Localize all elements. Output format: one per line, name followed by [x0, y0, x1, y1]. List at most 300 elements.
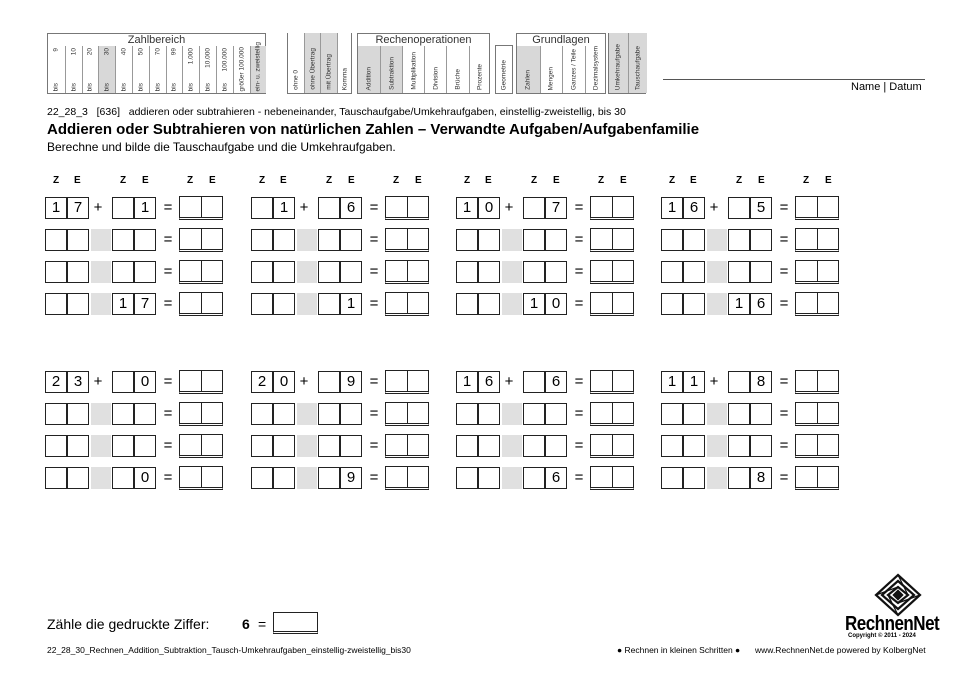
- digit-box[interactable]: [456, 261, 478, 283]
- digit-box[interactable]: [112, 229, 134, 251]
- digit-box[interactable]: [112, 403, 134, 425]
- digit-box[interactable]: [478, 403, 500, 425]
- operator-slot[interactable]: [91, 467, 111, 489]
- operator-sign: +: [504, 373, 514, 390]
- equals-sign: =: [369, 469, 379, 486]
- range-prefix: größer 100.000: [238, 46, 246, 91]
- operator-sign: +: [504, 199, 514, 216]
- digit-box[interactable]: [45, 293, 67, 315]
- equals-sign: =: [163, 231, 173, 248]
- digit-box[interactable]: 9: [340, 371, 362, 393]
- digit-box[interactable]: 2: [251, 371, 273, 393]
- tens-header: Z: [120, 175, 127, 186]
- ones-header: E: [485, 175, 492, 186]
- digit-box[interactable]: [478, 229, 500, 251]
- digit-box[interactable]: [67, 435, 89, 457]
- tens-header: Z: [464, 175, 471, 186]
- digit-box[interactable]: [67, 403, 89, 425]
- zahlbereich-title: Zahlbereich: [127, 34, 186, 46]
- digit-box[interactable]: [661, 467, 683, 489]
- digit-box[interactable]: 7: [545, 197, 567, 219]
- result-box[interactable]: [179, 466, 223, 490]
- digit-box[interactable]: 1: [728, 293, 750, 315]
- digit-box[interactable]: 6: [750, 293, 772, 315]
- uebertrag-col: [320, 33, 336, 93]
- range-value: 20: [86, 48, 94, 56]
- digit-box[interactable]: [112, 197, 134, 219]
- digit-box[interactable]: [545, 229, 567, 251]
- operator-slot[interactable]: [297, 403, 317, 425]
- equals-sign: =: [369, 263, 379, 280]
- operator-slot[interactable]: [297, 229, 317, 251]
- equals-sign: =: [369, 373, 379, 390]
- grundlagen-col: [585, 46, 608, 93]
- digit-box[interactable]: [273, 261, 295, 283]
- digit-box[interactable]: [251, 435, 273, 457]
- rechenoperationen-col: [402, 46, 424, 93]
- digit-box[interactable]: [67, 467, 89, 489]
- name-date-line: [663, 79, 925, 80]
- name-date-label: Name | Datum: [851, 81, 922, 93]
- digit-box[interactable]: 8: [750, 371, 772, 393]
- result-box[interactable]: [590, 402, 634, 426]
- tens-header: Z: [53, 175, 60, 186]
- digit-box[interactable]: [661, 261, 683, 283]
- digit-box[interactable]: [728, 371, 750, 393]
- operator-slot[interactable]: [91, 293, 111, 315]
- logo-wordmark: RechnenNet: [845, 612, 940, 635]
- digit-box[interactable]: 1: [683, 371, 705, 393]
- result-box[interactable]: [795, 402, 839, 426]
- geometrie-group: [495, 45, 513, 94]
- digit-box[interactable]: [750, 435, 772, 457]
- digit-box[interactable]: [134, 261, 156, 283]
- digit-box[interactable]: [251, 261, 273, 283]
- tens-header: Z: [326, 175, 333, 186]
- equals-sign: =: [779, 469, 789, 486]
- digit-box[interactable]: [523, 371, 545, 393]
- range-prefix: bis: [52, 82, 60, 91]
- result-box[interactable]: [385, 260, 429, 284]
- page-title: Addieren oder Subtrahieren von natürlichen Zahlen – Verwandte Aufgaben/Aufgabenfamilie: [47, 121, 700, 138]
- count-digit: 6: [242, 616, 250, 632]
- digit-box[interactable]: [67, 229, 89, 251]
- equals-sign: =: [574, 469, 584, 486]
- result-box[interactable]: [385, 292, 429, 316]
- range-prefix: bis: [103, 82, 111, 91]
- digit-box[interactable]: [251, 403, 273, 425]
- equals-sign: =: [369, 295, 379, 312]
- digit-box[interactable]: [251, 467, 273, 489]
- digit-box[interactable]: [683, 467, 705, 489]
- digit-box[interactable]: 5: [750, 197, 772, 219]
- spiral-logo-icon: [873, 573, 923, 617]
- digit-box[interactable]: 1: [273, 197, 295, 219]
- operator-slot[interactable]: [297, 261, 317, 283]
- rechenoperationen-col: [358, 46, 380, 93]
- digit-box[interactable]: [112, 261, 134, 283]
- rechenoperationen-title: Rechenoperationen: [375, 34, 472, 46]
- grundlagen-col: [517, 46, 540, 93]
- rechenoperationen-col: [446, 46, 468, 93]
- range-prefix: bis: [120, 82, 128, 91]
- digit-box[interactable]: [750, 403, 772, 425]
- digit-box[interactable]: [728, 197, 750, 219]
- tens-header: Z: [669, 175, 676, 186]
- digit-box[interactable]: [273, 293, 295, 315]
- range-prefix: bis: [170, 82, 178, 91]
- operator-slot[interactable]: [297, 293, 317, 315]
- digit-box[interactable]: [318, 403, 340, 425]
- operator-slot[interactable]: [707, 435, 727, 457]
- digit-box[interactable]: 3: [67, 371, 89, 393]
- extra-group: [608, 33, 646, 94]
- range-prefix: bis: [137, 82, 145, 91]
- digit-box[interactable]: [478, 435, 500, 457]
- extra-col: [628, 33, 647, 93]
- range-value: 100.000: [221, 48, 229, 72]
- equals-sign: =: [163, 295, 173, 312]
- category-label: Mengen: [547, 66, 555, 90]
- digit-box[interactable]: [523, 467, 545, 489]
- equals-sign: =: [574, 295, 584, 312]
- result-box[interactable]: [795, 370, 839, 394]
- rechenoperationen-group: [357, 33, 490, 94]
- result-box[interactable]: [795, 196, 839, 220]
- operator-slot[interactable]: [502, 435, 522, 457]
- result-box[interactable]: [590, 370, 634, 394]
- uebertrag-col: [304, 33, 320, 93]
- digit-box[interactable]: [456, 229, 478, 251]
- digit-box[interactable]: [661, 293, 683, 315]
- grundlagen-group: [516, 33, 606, 94]
- zahlbereich-col: [199, 46, 216, 93]
- range-value: 1.000: [187, 48, 195, 65]
- operator-slot[interactable]: [707, 229, 727, 251]
- zahlbereich-col: [132, 46, 149, 93]
- digit-box[interactable]: 1: [661, 371, 683, 393]
- category-label: Ganzes / Teile: [570, 48, 578, 90]
- operator-sign: +: [93, 373, 103, 390]
- digit-box[interactable]: 1: [661, 197, 683, 219]
- operator-slot[interactable]: [502, 403, 522, 425]
- equals-sign: =: [779, 373, 789, 390]
- result-box[interactable]: [179, 434, 223, 458]
- uebertrag-col: [288, 33, 304, 93]
- digit-box[interactable]: [45, 261, 67, 283]
- digit-box[interactable]: [523, 229, 545, 251]
- equals-sign: =: [779, 231, 789, 248]
- digit-box[interactable]: 1: [112, 293, 134, 315]
- digit-box[interactable]: [661, 435, 683, 457]
- category-label: Division: [432, 67, 440, 90]
- operator-slot[interactable]: [502, 229, 522, 251]
- zahlbereich-col: [216, 46, 233, 93]
- result-box[interactable]: [385, 402, 429, 426]
- result-box[interactable]: [590, 466, 634, 490]
- result-box[interactable]: [385, 370, 429, 394]
- digit-box[interactable]: 0: [134, 467, 156, 489]
- range-prefix: bis: [187, 82, 195, 91]
- digit-box[interactable]: [456, 293, 478, 315]
- digit-box[interactable]: 6: [545, 467, 567, 489]
- digit-box[interactable]: [340, 229, 362, 251]
- digit-box[interactable]: 7: [134, 293, 156, 315]
- digit-box[interactable]: [523, 435, 545, 457]
- digit-box[interactable]: [45, 435, 67, 457]
- digit-box[interactable]: [134, 403, 156, 425]
- digit-box[interactable]: [134, 435, 156, 457]
- digit-box[interactable]: 0: [545, 293, 567, 315]
- equals-sign: =: [574, 263, 584, 280]
- digit-box[interactable]: [683, 403, 705, 425]
- uebertrag-group: [287, 33, 352, 94]
- grundlagen-col: [540, 46, 563, 93]
- digit-box[interactable]: [318, 435, 340, 457]
- ones-header: E: [825, 175, 832, 186]
- worksheet-meta: 22_28_3 [636] addieren oder subtrahieren - nebeneinander, Tauschaufgabe/Umkehraufgaben, einstellig-zweistellig, bis 30: [47, 106, 626, 118]
- digit-box[interactable]: [273, 467, 295, 489]
- category-label: Multiplikation: [410, 52, 418, 90]
- tens-header: Z: [598, 175, 605, 186]
- operator-sign: +: [299, 199, 309, 216]
- zahlbereich-col: [48, 46, 65, 93]
- digit-box[interactable]: [318, 229, 340, 251]
- digit-box[interactable]: [67, 293, 89, 315]
- ones-header: E: [690, 175, 697, 186]
- digit-box[interactable]: [273, 435, 295, 457]
- result-box[interactable]: [795, 260, 839, 284]
- operator-slot[interactable]: [91, 229, 111, 251]
- result-box[interactable]: [590, 292, 634, 316]
- zahlbereich-col: [115, 46, 132, 93]
- operator-slot[interactable]: [297, 435, 317, 457]
- rechenoperationen-col: [469, 46, 491, 93]
- digit-box[interactable]: [112, 371, 134, 393]
- range-prefix: ein- u. zweistellig: [254, 41, 262, 91]
- digit-box[interactable]: [67, 261, 89, 283]
- result-box[interactable]: [385, 228, 429, 252]
- footer-website: www.RechnenNet.de powered by KolbergNet: [755, 645, 926, 655]
- result-box[interactable]: [590, 260, 634, 284]
- digit-box[interactable]: [478, 261, 500, 283]
- digit-box[interactable]: [456, 435, 478, 457]
- digit-box[interactable]: [478, 467, 500, 489]
- equals-sign: =: [163, 373, 173, 390]
- zahlbereich-col: [149, 46, 166, 93]
- footer-slogan: ● Rechnen in kleinen Schritten ●: [617, 645, 741, 655]
- result-box[interactable]: [179, 196, 223, 220]
- equals-sign: =: [163, 469, 173, 486]
- equals-sign: =: [574, 405, 584, 422]
- tens-header: Z: [736, 175, 743, 186]
- digit-box[interactable]: [251, 197, 273, 219]
- result-box[interactable]: [590, 228, 634, 252]
- digit-box[interactable]: 1: [456, 371, 478, 393]
- digit-box[interactable]: [318, 197, 340, 219]
- digit-box[interactable]: 1: [523, 293, 545, 315]
- result-box[interactable]: [179, 402, 223, 426]
- digit-box[interactable]: [45, 467, 67, 489]
- equals-sign: =: [779, 263, 789, 280]
- zahlbereich-col: [182, 46, 199, 93]
- digit-box[interactable]: [728, 261, 750, 283]
- equals-sign: =: [779, 295, 789, 312]
- range-prefix: bis: [70, 82, 78, 91]
- equals-sign: =: [574, 373, 584, 390]
- digit-box[interactable]: [750, 229, 772, 251]
- digit-box[interactable]: [661, 403, 683, 425]
- category-label: ohne Übertrag: [309, 48, 317, 90]
- digit-box[interactable]: [456, 467, 478, 489]
- range-value: 10.000: [204, 48, 212, 68]
- digit-box[interactable]: 2: [45, 371, 67, 393]
- result-box[interactable]: [590, 196, 634, 220]
- result-box[interactable]: [795, 228, 839, 252]
- operator-slot[interactable]: [297, 467, 317, 489]
- digit-box[interactable]: [251, 229, 273, 251]
- equals-sign: =: [369, 199, 379, 216]
- digit-box[interactable]: 8: [750, 467, 772, 489]
- digit-box[interactable]: [340, 261, 362, 283]
- digit-box[interactable]: [112, 467, 134, 489]
- category-label: Umkehraufgabe: [614, 43, 622, 90]
- digit-box[interactable]: 6: [545, 371, 567, 393]
- digit-box[interactable]: 1: [45, 197, 67, 219]
- operator-slot[interactable]: [707, 403, 727, 425]
- digit-box[interactable]: 6: [683, 197, 705, 219]
- digit-box[interactable]: [545, 261, 567, 283]
- digit-box[interactable]: 0: [134, 371, 156, 393]
- result-box[interactable]: [385, 196, 429, 220]
- digit-box[interactable]: [45, 403, 67, 425]
- digit-box[interactable]: [545, 403, 567, 425]
- digit-box[interactable]: [318, 371, 340, 393]
- operator-slot[interactable]: [91, 403, 111, 425]
- result-box[interactable]: [179, 260, 223, 284]
- digit-box[interactable]: [728, 467, 750, 489]
- digit-box[interactable]: [318, 293, 340, 315]
- equals-sign: =: [163, 437, 173, 454]
- zahlbereich-col: [98, 46, 115, 93]
- operator-slot[interactable]: [707, 467, 727, 489]
- result-box[interactable]: [795, 434, 839, 458]
- category-label: ohne 0: [292, 70, 300, 90]
- result-box[interactable]: [795, 292, 839, 316]
- result-box[interactable]: [590, 434, 634, 458]
- count-answer-box[interactable]: [273, 612, 318, 634]
- digit-box[interactable]: [318, 261, 340, 283]
- digit-box[interactable]: 1: [340, 293, 362, 315]
- digit-box[interactable]: 7: [67, 197, 89, 219]
- digit-box[interactable]: [523, 403, 545, 425]
- uebertrag-col: [337, 33, 353, 93]
- digit-box[interactable]: [683, 229, 705, 251]
- digit-box[interactable]: [318, 467, 340, 489]
- operator-slot[interactable]: [502, 293, 522, 315]
- equals-sign: =: [574, 199, 584, 216]
- equals-sign: =: [163, 405, 173, 422]
- digit-box[interactable]: [273, 229, 295, 251]
- logo-copyright: Copyright © 2011 - 2024: [848, 633, 916, 639]
- operator-slot[interactable]: [707, 293, 727, 315]
- digit-box[interactable]: [661, 229, 683, 251]
- digit-box[interactable]: 0: [478, 197, 500, 219]
- digit-box[interactable]: [523, 197, 545, 219]
- digit-box[interactable]: 1: [134, 197, 156, 219]
- result-box[interactable]: [385, 434, 429, 458]
- operator-slot[interactable]: [91, 435, 111, 457]
- digit-box[interactable]: [273, 403, 295, 425]
- digit-box[interactable]: [251, 293, 273, 315]
- digit-box[interactable]: [728, 229, 750, 251]
- equals-sign: =: [779, 199, 789, 216]
- digit-box[interactable]: [340, 403, 362, 425]
- zahlbereich-col: [166, 46, 183, 93]
- digit-box[interactable]: 6: [340, 197, 362, 219]
- instruction-text: Berechne und bilde die Tauschaufgabe und die Umkehraufgaben.: [47, 140, 396, 154]
- result-box[interactable]: [385, 466, 429, 490]
- digit-box[interactable]: [45, 229, 67, 251]
- digit-box[interactable]: [683, 435, 705, 457]
- digit-box[interactable]: [523, 261, 545, 283]
- category-label: Geometrie: [500, 59, 508, 90]
- operator-sign: +: [709, 199, 719, 216]
- count-equals: =: [258, 616, 267, 632]
- digit-box[interactable]: [134, 229, 156, 251]
- operator-slot[interactable]: [707, 261, 727, 283]
- result-box[interactable]: [795, 466, 839, 490]
- category-label: Dezimalsystem: [592, 45, 600, 90]
- grundlagen-col: [562, 46, 585, 93]
- digit-box[interactable]: [478, 293, 500, 315]
- digit-box[interactable]: 0: [273, 371, 295, 393]
- digit-box[interactable]: [728, 403, 750, 425]
- ones-header: E: [758, 175, 765, 186]
- digit-box[interactable]: [728, 435, 750, 457]
- equals-sign: =: [574, 231, 584, 248]
- tens-header: Z: [803, 175, 810, 186]
- digit-box[interactable]: [340, 435, 362, 457]
- grundlagen-title: Grundlagen: [532, 34, 590, 46]
- range-value: 50: [137, 48, 145, 56]
- result-box[interactable]: [179, 292, 223, 316]
- digit-box[interactable]: [545, 435, 567, 457]
- ones-header: E: [348, 175, 355, 186]
- ones-header: E: [415, 175, 422, 186]
- digit-box[interactable]: [683, 293, 705, 315]
- digit-box[interactable]: [683, 261, 705, 283]
- extra-col: [609, 33, 628, 93]
- digit-box[interactable]: 9: [340, 467, 362, 489]
- digit-box[interactable]: [112, 435, 134, 457]
- operator-slot[interactable]: [91, 261, 111, 283]
- result-box[interactable]: [179, 370, 223, 394]
- operator-slot[interactable]: [502, 467, 522, 489]
- tens-header: Z: [393, 175, 400, 186]
- tens-header: Z: [259, 175, 266, 186]
- digit-box[interactable]: 6: [478, 371, 500, 393]
- range-prefix: bis: [221, 82, 229, 91]
- digit-box[interactable]: 1: [456, 197, 478, 219]
- digit-box[interactable]: [456, 403, 478, 425]
- operator-slot[interactable]: [502, 261, 522, 283]
- digit-box[interactable]: [750, 261, 772, 283]
- range-value: 40: [120, 48, 128, 56]
- equals-sign: =: [779, 437, 789, 454]
- count-question: Zähle die gedruckte Ziffer:: [47, 616, 210, 632]
- result-box[interactable]: [179, 228, 223, 252]
